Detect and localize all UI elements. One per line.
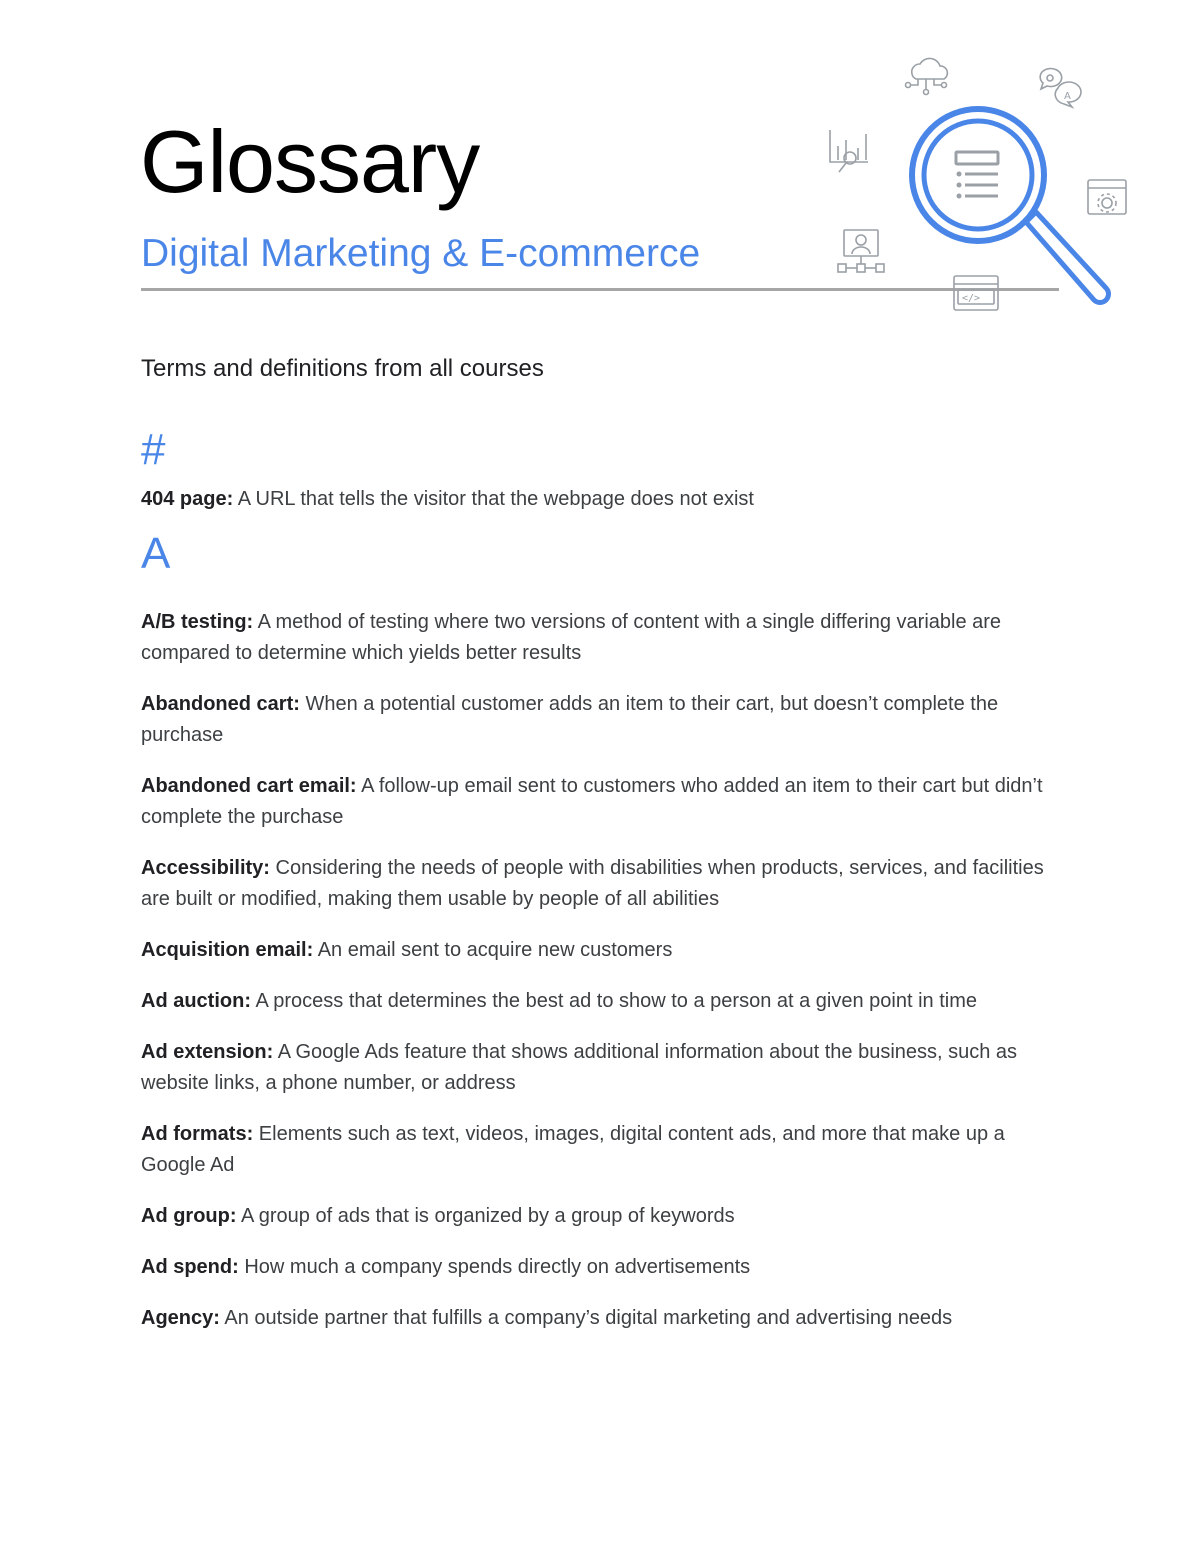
entry-definition: A URL that tells the visitor that the webpage does not exist bbox=[233, 488, 754, 510]
entry-term: Agency: bbox=[141, 1307, 220, 1329]
entry-term: Acquisition email: bbox=[141, 939, 314, 961]
entry-definition: Considering the needs of people with disabilities when products, services, and facilities are built or modified, making them usable by people of all abilities bbox=[141, 857, 1044, 910]
glossary-entry bbox=[141, 1119, 1061, 1181]
entry-term: A/B testing: bbox=[141, 611, 254, 633]
code-window-icon bbox=[954, 276, 998, 310]
entry-term: Ad formats: bbox=[141, 1123, 254, 1145]
entry-term: Abandoned cart email: bbox=[141, 775, 357, 797]
cloud-network-icon bbox=[906, 58, 948, 94]
entry-term: Ad extension: bbox=[141, 1041, 274, 1063]
glossary-entry bbox=[141, 1303, 1061, 1334]
header-illustration bbox=[820, 40, 1150, 320]
entry-definition: A Google Ads feature that shows additional information about the business, such as website links, a phone number, or address bbox=[141, 1041, 1018, 1094]
entry-definition: How much a company spends directly on advertisements bbox=[238, 1256, 751, 1278]
glossary-entry bbox=[141, 484, 1061, 515]
entry-term: 404 page: bbox=[141, 488, 234, 510]
glossary-entry bbox=[141, 853, 1061, 915]
section-letter-hash: # bbox=[141, 425, 166, 474]
entry-definition: A method of testing where two versions of content with a single differing variable are compared to determine which yields better results bbox=[141, 611, 1002, 664]
entry-definition: Elements such as text, videos, images, digital content ads, and more that make up a Google Ad bbox=[141, 1123, 1005, 1176]
glossary-entry bbox=[141, 986, 1061, 1017]
entry-term: Ad auction: bbox=[141, 990, 251, 1012]
chat-bubbles-icon bbox=[1040, 69, 1081, 107]
entry-term: Ad spend: bbox=[141, 1256, 239, 1278]
entry-term: Accessibility: bbox=[141, 857, 270, 879]
code-tag: </> bbox=[962, 293, 981, 304]
magnifying-glass-document-icon bbox=[912, 109, 1108, 302]
section-hash-entries bbox=[141, 484, 1061, 535]
entry-term: Ad group: bbox=[141, 1205, 237, 1227]
page-title: Glossary bbox=[140, 112, 480, 211]
entry-definition: When a potential customer adds an item to their cart, but doesn’t complete the purchase bbox=[141, 693, 999, 746]
glossary-entry bbox=[141, 935, 1061, 966]
page-subtitle: Digital Marketing & E-commerce bbox=[141, 232, 701, 275]
glossary-entry bbox=[141, 689, 1061, 751]
entry-definition: A follow-up email sent to customers who added an item to their cart but didn’t complete the purchase bbox=[141, 775, 1043, 828]
chat-letter: A bbox=[1064, 91, 1071, 102]
entry-definition: A group of ads that is organized by a group of keywords bbox=[236, 1205, 735, 1227]
glossary-entry bbox=[141, 1252, 1061, 1283]
browser-settings-icon bbox=[1088, 180, 1126, 214]
bar-chart-search-icon bbox=[830, 130, 868, 172]
entry-definition: A process that determines the best ad to show to a person at a given point in time bbox=[251, 990, 977, 1012]
entry-definition: An outside partner that fulfills a company’s digital marketing and advertising needs bbox=[219, 1307, 953, 1329]
glossary-entry bbox=[141, 1037, 1061, 1099]
glossary-entry bbox=[141, 607, 1061, 669]
section-a-entries bbox=[141, 607, 1061, 1354]
glossary-entry bbox=[141, 771, 1061, 833]
section-letter-a: A bbox=[141, 529, 171, 578]
glossary-entry bbox=[141, 1201, 1061, 1232]
intro-text: Terms and definitions from all courses bbox=[141, 355, 544, 382]
entry-term: Abandoned cart: bbox=[141, 693, 300, 715]
user-org-chart-icon bbox=[838, 230, 884, 272]
entry-definition: An email sent to acquire new customers bbox=[313, 939, 673, 961]
